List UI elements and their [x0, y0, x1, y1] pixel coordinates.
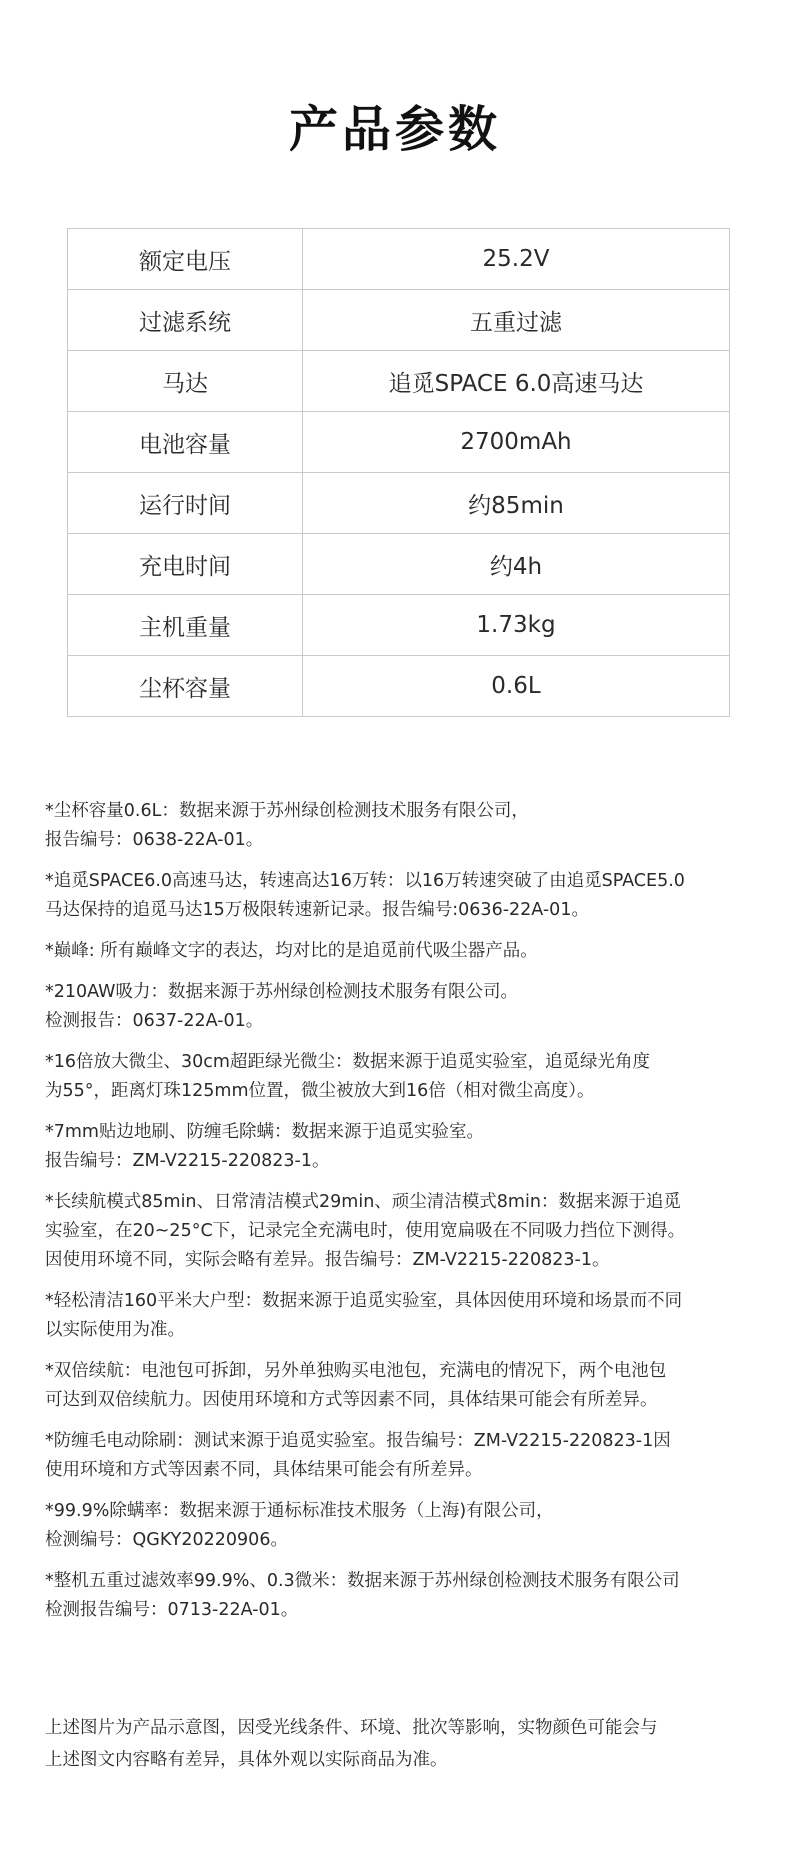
- spec-row: [68, 412, 730, 473]
- footnote: *追觅SPACE6.0高速马达，转速高达16万转：以16万转速突破了由追觅SPACE5.0 马达保持的追觅马达15万极限转速新记录。报告编号:0636-22A-01。: [45, 871, 685, 920]
- spec-row: [68, 290, 730, 351]
- footnote: *双倍续航：电池包可拆卸，另外单独购买电池包，充满电的情况下，两个电池包 可达到双倍续航力。因使用环境和方式等因素不同，具体结果可能会有所差异。: [45, 1361, 667, 1410]
- spec-value: 约85min: [303, 473, 730, 534]
- footnote: *99.9%除螨率：数据来源于通标标准技术服务（上海)有限公司， 检测编号：QGKY20220906。: [45, 1501, 554, 1550]
- footnote: *巅峰: 所有巅峰文字的表达，均对比的是追觅前代吸尘器产品。: [45, 941, 538, 961]
- footnote: *长续航模式85min、日常清洁模式29min、顽尘清洁模式8min：数据来源于追觅 实验室，在20~25°C下，记录完全充满电时，使用宽扁吸在不同吸力挡位下测得。 因使用环境不同，实际会略有差异。报告编号：ZM-V2215-220823-1。: [45, 1192, 686, 1270]
- spec-value: 25.2V: [303, 229, 730, 290]
- spec-label: 额定电压: [68, 229, 303, 290]
- spec-label: 充电时间: [68, 534, 303, 595]
- footnote: *7mm贴边地刷、防缠毛除螨：数据来源于追觅实验室。 报告编号：ZM-V2215-220823-1。: [45, 1122, 484, 1171]
- footnote: *整机五重过滤效率99.9%、0.3微米：数据来源于苏州绿创检测技术服务有限公司 检测报告编号：0713-22A-01。: [45, 1571, 680, 1620]
- footnote: *轻松清洁160平米大户型：数据来源于追觅实验室，具体因使用环境和场景而不同 以实际使用为准。: [45, 1291, 683, 1340]
- spec-row: [68, 473, 730, 534]
- spec-row: [68, 656, 730, 717]
- footnote: *16倍放大微尘、30cm超距绿光微尘：数据来源于追觅实验室，追觅绿光角度 为55°，距离灯珠125mm位置，微尘被放大到16倍（相对微尘高度）。: [45, 1052, 650, 1101]
- footnotes: [45, 797, 765, 1637]
- spec-value: 0.6L: [303, 656, 730, 717]
- spec-label: 尘杯容量: [68, 656, 303, 717]
- spec-label: 主机重量: [68, 595, 303, 656]
- spec-label: 过滤系统: [68, 290, 303, 351]
- footnote: *尘杯容量0.6L：数据来源于苏州绿创检测技术服务有限公司， 报告编号：0638-22A-01。: [45, 801, 529, 850]
- spec-row: [68, 534, 730, 595]
- spec-row: [68, 229, 730, 290]
- spec-row: [68, 595, 730, 656]
- spec-row: [68, 351, 730, 412]
- footnote: *210AW吸力：数据来源于苏州绿创检测技术服务有限公司。 检测报告：0637-22A-01。: [45, 982, 518, 1031]
- spec-label: 马达: [68, 351, 303, 412]
- spec-value: 2700mAh: [303, 412, 730, 473]
- spec-value: 五重过滤: [303, 290, 730, 351]
- spec-value: 追觅SPACE 6.0高速马达: [303, 351, 730, 412]
- spec-label: 电池容量: [68, 412, 303, 473]
- page-title: 产品参数: [288, 101, 501, 158]
- spec-label: 运行时间: [68, 473, 303, 534]
- spec-table: [67, 228, 730, 717]
- spec-value: 1.73kg: [303, 595, 730, 656]
- disclaimer: 上述图片为产品示意图，因受光线条件、环境、批次等影响，实物颜色可能会与 上述图文内容略有差异，具体外观以实际商品为准。: [45, 1718, 658, 1770]
- footnote: *防缠毛电动除刷：测试来源于追觅实验室。报告编号：ZM-V2215-220823-1因 使用环境和方式等因素不同，具体结果可能会有所差异。: [45, 1431, 671, 1480]
- spec-value: 约4h: [303, 534, 730, 595]
